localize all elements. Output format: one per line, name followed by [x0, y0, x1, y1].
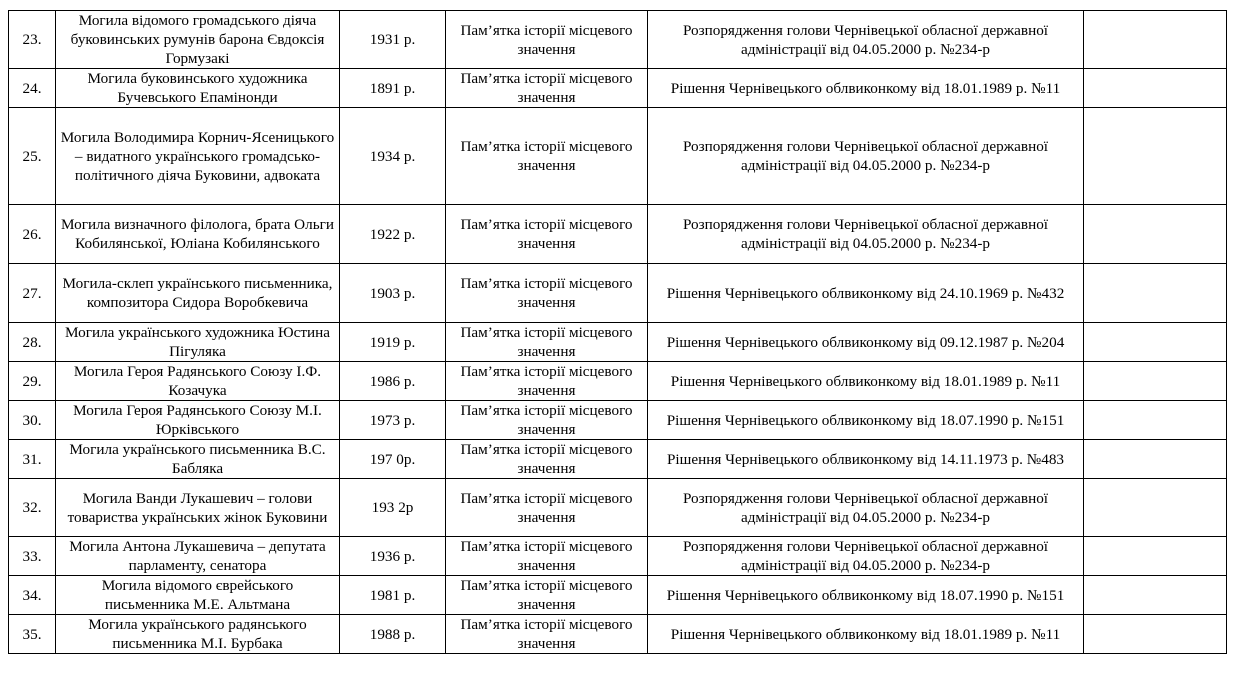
notes-cell	[1084, 440, 1227, 479]
monument-name: Могила українського письменника В.С. Бабляка	[56, 440, 340, 479]
monument-status: Пам’ятка історії місцевого значення	[446, 264, 648, 323]
monument-name: Могила українського художника Юстина Пігуляка	[56, 323, 340, 362]
monument-year: 1973 р.	[340, 401, 446, 440]
notes-cell	[1084, 362, 1227, 401]
table-row	[9, 479, 1227, 537]
monument-name: Могила Героя Радянського Союзу М.І. Юрківського	[56, 401, 340, 440]
monuments-table-body	[9, 11, 1227, 654]
legal-document: Розпорядження голови Чернівецької обласної державної адміністрації від 04.05.2000 р. №234-р	[648, 479, 1084, 537]
row-number: 26.	[9, 205, 56, 264]
monument-status: Пам’ятка історії місцевого значення	[446, 108, 648, 205]
monument-status: Пам’ятка історії місцевого значення	[446, 537, 648, 576]
monument-status: Пам’ятка історії місцевого значення	[446, 11, 648, 69]
table-row	[9, 323, 1227, 362]
monument-name: Могила визначного філолога, брата Ольги Кобилянської, Юліана Кобилянського	[56, 205, 340, 264]
table-row	[9, 440, 1227, 479]
row-number: 33.	[9, 537, 56, 576]
row-number: 24.	[9, 69, 56, 108]
monument-name: Могила відомого громадського діяча буковинських румунів барона Євдоксія Гормузакі	[56, 11, 340, 69]
row-number: 34.	[9, 576, 56, 615]
table-row	[9, 205, 1227, 264]
row-number: 28.	[9, 323, 56, 362]
monument-status: Пам’ятка історії місцевого значення	[446, 362, 648, 401]
legal-document: Рішення Чернівецького облвиконкому від 18.01.1989 р. №11	[648, 615, 1084, 654]
monument-year: 1891 р.	[340, 69, 446, 108]
row-number: 27.	[9, 264, 56, 323]
legal-document: Рішення Чернівецького облвиконкому від 18.07.1990 р. №151	[648, 576, 1084, 615]
monument-name: Могила Героя Радянського Союзу І.Ф. Козачука	[56, 362, 340, 401]
notes-cell	[1084, 264, 1227, 323]
monument-year: 1936 р.	[340, 537, 446, 576]
monument-year: 1934 р.	[340, 108, 446, 205]
monument-year: 197 0р.	[340, 440, 446, 479]
table-row	[9, 264, 1227, 323]
notes-cell	[1084, 108, 1227, 205]
table-row	[9, 537, 1227, 576]
monument-status: Пам’ятка історії місцевого значення	[446, 69, 648, 108]
legal-document: Рішення Чернівецького облвиконкому від 18.01.1989 р. №11	[648, 69, 1084, 108]
monument-year: 1903 р.	[340, 264, 446, 323]
row-number: 35.	[9, 615, 56, 654]
table-row	[9, 362, 1227, 401]
table-row	[9, 108, 1227, 205]
row-number: 30.	[9, 401, 56, 440]
legal-document: Рішення Чернівецького облвиконкому від 18.01.1989 р. №11	[648, 362, 1084, 401]
notes-cell	[1084, 537, 1227, 576]
legal-document: Рішення Чернівецького облвиконкому від 18.07.1990 р. №151	[648, 401, 1084, 440]
legal-document: Рішення Чернівецького облвиконкому від 14.11.1973 р. №483	[648, 440, 1084, 479]
monument-name: Могила буковинського художника Бучевського Епамінонди	[56, 69, 340, 108]
monument-year: 1981 р.	[340, 576, 446, 615]
notes-cell	[1084, 69, 1227, 108]
monument-name: Могила відомого єврейського письменника М.Е. Альтмана	[56, 576, 340, 615]
monument-year: 1931 р.	[340, 11, 446, 69]
notes-cell	[1084, 11, 1227, 69]
row-number: 25.	[9, 108, 56, 205]
monument-year: 1988 р.	[340, 615, 446, 654]
notes-cell	[1084, 576, 1227, 615]
table-row	[9, 615, 1227, 654]
monument-status: Пам’ятка історії місцевого значення	[446, 576, 648, 615]
row-number: 32.	[9, 479, 56, 537]
monument-name: Могила Антона Лукашевича – депутата парламенту, сенатора	[56, 537, 340, 576]
notes-cell	[1084, 615, 1227, 654]
legal-document: Розпорядження голови Чернівецької обласної державної адміністрації від 04.05.2000 р. №234-р	[648, 205, 1084, 264]
monument-year: 1986 р.	[340, 362, 446, 401]
notes-cell	[1084, 323, 1227, 362]
monument-status: Пам’ятка історії місцевого значення	[446, 401, 648, 440]
monument-status: Пам’ятка історії місцевого значення	[446, 479, 648, 537]
row-number: 29.	[9, 362, 56, 401]
notes-cell	[1084, 401, 1227, 440]
notes-cell	[1084, 479, 1227, 537]
monument-year: 193 2р	[340, 479, 446, 537]
legal-document: Розпорядження голови Чернівецької обласної державної адміністрації від 04.05.2000 р. №234-р	[648, 108, 1084, 205]
notes-cell	[1084, 205, 1227, 264]
row-number: 23.	[9, 11, 56, 69]
table-row	[9, 11, 1227, 69]
legal-document: Розпорядження голови Чернівецької обласної державної адміністрації від 04.05.2000 р. №234-р	[648, 537, 1084, 576]
legal-document: Рішення Чернівецького облвиконкому від 24.10.1969 р. №432	[648, 264, 1084, 323]
legal-document: Рішення Чернівецького облвиконкому від 09.12.1987 р. №204	[648, 323, 1084, 362]
table-row	[9, 401, 1227, 440]
monument-year: 1922 р.	[340, 205, 446, 264]
monument-name: Могила Ванди Лукашевич – голови товариства українських жінок Буковини	[56, 479, 340, 537]
monument-status: Пам’ятка історії місцевого значення	[446, 440, 648, 479]
monuments-table	[8, 10, 1227, 654]
monument-name: Могила українського радянського письменника М.І. Бурбака	[56, 615, 340, 654]
table-row	[9, 576, 1227, 615]
monument-status: Пам’ятка історії місцевого значення	[446, 615, 648, 654]
monument-name: Могила Володимира Корнич-Ясеницького – видатного українського громадсько-політичного діяча Буковини, адвоката	[56, 108, 340, 205]
table-row	[9, 69, 1227, 108]
legal-document: Розпорядження голови Чернівецької обласної державної адміністрації від 04.05.2000 р. №234-р	[648, 11, 1084, 69]
monument-status: Пам’ятка історії місцевого значення	[446, 323, 648, 362]
row-number: 31.	[9, 440, 56, 479]
monument-status: Пам’ятка історії місцевого значення	[446, 205, 648, 264]
monument-name: Могила-склеп українського письменника, композитора Сидора Воробкевича	[56, 264, 340, 323]
monument-year: 1919 р.	[340, 323, 446, 362]
